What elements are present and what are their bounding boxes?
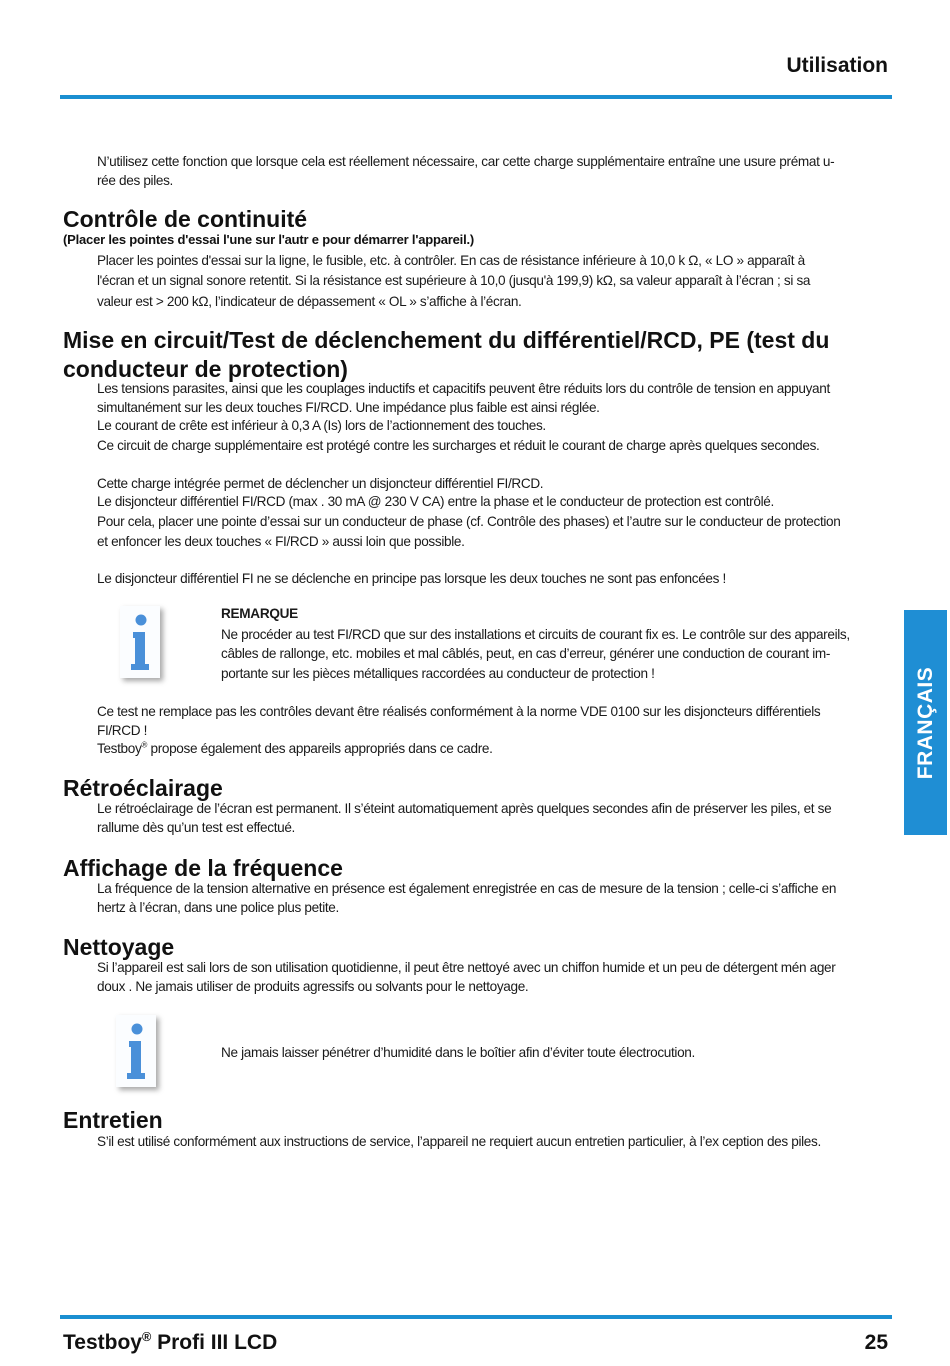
paragraph-line: Ce circuit de charge supplémentaire est protégé contre les surcharges et réduit le courant de charge après quelques secondes. — [97, 438, 820, 453]
paragraph-line: Placer les pointes d'essai sur la ligne, le fusible, etc. à contrôler. En cas de résistance inférieure à 10,0 k Ω, « LO » apparaît à — [97, 253, 805, 268]
note-line: Ne procéder au test FI/RCD que sur des installations et circuits de courant fix es. Le contrôle sur des appareils, — [221, 627, 850, 642]
paragraph-line: Les tensions parasites, ainsi que les couplages inductifs et capacitifs peuvent être réduits lors du contrôle de tension en appuyant — [97, 381, 830, 396]
paragraph-line — [97, 739, 887, 759]
footer-rule — [60, 1315, 892, 1319]
paragraph-line: valeur est > 200 kΩ, l’indicateur de dépassement « OL » s’affiche à l’écran. — [97, 294, 522, 309]
paragraph-line: Le disjoncteur différentiel FI/RCD (max . 30 mA @ 230 V CA) entre la phase et le conducteur de protection est contrôlé. — [97, 494, 774, 509]
paragraph-line: Le disjoncteur différentiel FI ne se déclenche en principe pas lorsque les deux touches ne sont pas enfoncées ! — [97, 571, 726, 586]
heading-entretien: Entretien — [63, 1107, 163, 1133]
registered-mark: ® — [141, 1330, 152, 1344]
footer-product — [63, 1331, 277, 1355]
paragraph-text: propose également des appareils appropriés dans ce cadre. — [147, 741, 493, 756]
heading-nettoyage: Nettoyage — [63, 934, 175, 960]
header-rule — [60, 95, 892, 99]
paragraph-line: Cette charge intégrée permet de déclencher un disjoncteur différentiel FI/RCD. — [97, 476, 544, 491]
paragraph-line: l'écran et un signal sonore retentit. Si la résistance est supérieure à 10,0 (jusqu'à 199,9) kΩ, sa valeur apparaît à l’écran ; si sa — [97, 273, 811, 288]
paragraph-line: Si l’appareil est sali lors de son utilisation quotidienne, il peut être nettoyé avec un chiffon humide et un peu de détergent mén ager — [97, 960, 836, 975]
brand-name: Testboy — [97, 741, 142, 756]
paragraph-line: doux . Ne jamais utiliser de produits agressifs ou solvants pour le nettoyage. — [97, 979, 529, 994]
info-icon — [116, 1015, 156, 1087]
paragraph-line: FI/RCD ! — [97, 723, 148, 738]
paragraph-line: S’il est utilisé conformément aux instructions de service, l’appareil ne requiert aucun entretien particulier, à l’ex ception des piles. — [97, 1134, 821, 1149]
heading-retroeclairage: Rétroéclairage — [63, 775, 223, 801]
heading-frequence: Affichage de la fréquence — [63, 855, 343, 881]
paragraph-line: Ce test ne remplace pas les contrôles devant être réalisés conformément à la norme VDE 0100 sur les disjoncteurs différentiels — [97, 704, 821, 719]
paragraph-line: Le courant de crête est inférieur à 0,3 A (Is) lors de l’actionnement des touches. — [97, 418, 546, 433]
continuite-subtitle: (Placer les pointes d'essai l'une sur l'autr e pour démarrer l'appareil.) — [63, 232, 475, 247]
heading-rcd: Mise en circuit/Test de déclenchement du différentiel/RCD, PE (test du — [63, 327, 830, 353]
intro-line: N’utilisez cette fonction que lorsque cela est réellement nécessaire, car cette charge supplémentaire entraîne une usure prémat u- — [97, 154, 835, 169]
language-tab-label: FRANÇAIS — [913, 666, 937, 779]
paragraph-line: rallume dès qu’un test est effectué. — [97, 820, 295, 835]
paragraph-line: et enfoncer les deux touches « FI/RCD » aussi loin que possible. — [97, 534, 465, 549]
note-line: Ne jamais laisser pénétrer d’humidité dans le boîtier afin d’éviter toute électrocution. — [221, 1045, 695, 1060]
paragraph-line: Le rétroéclairage de l’écran est permanent. Il s’éteint automatiquement après quelques secondes afin de préserver les piles, et se — [97, 801, 832, 816]
registered-mark: ® — [141, 740, 148, 750]
page-number: 25 — [864, 1331, 888, 1354]
note-line: portante sur les pièces métalliques raccordées au conducteur de protection ! — [221, 666, 655, 681]
heading-rcd-cont: conducteur de protection) — [63, 356, 348, 382]
info-icon — [120, 606, 160, 678]
paragraph-line: hertz à l’écran, dans une police plus petite. — [97, 900, 339, 915]
heading-continuite: Contrôle de continuité — [63, 206, 308, 232]
language-tab — [904, 610, 947, 835]
paragraph-line: simultanément sur les deux touches FI/RCD. Une impédance plus faible est ainsi réglée. — [97, 400, 600, 415]
intro-line: rée des piles. — [97, 173, 173, 188]
footer-model: Profi III LCD — [151, 1331, 278, 1354]
note-line: câbles de rallonge, etc. mobiles et mal câblés, peut, en cas d’erreur, générer une conduction de courant im- — [221, 646, 831, 661]
paragraph-line: La fréquence de la tension alternative en présence est également enregistrée en cas de mesure de la tension ; celle-ci s’affiche en — [97, 881, 837, 896]
note-title: REMARQUE — [221, 606, 298, 621]
footer-brand-name: Testboy — [63, 1331, 142, 1354]
paragraph-line: Pour cela, placer une pointe d’essai sur un conducteur de phase (cf. Contrôle des phases) et l’autre sur le conducteur de protection — [97, 514, 841, 529]
section-title: Utilisation — [786, 54, 888, 77]
